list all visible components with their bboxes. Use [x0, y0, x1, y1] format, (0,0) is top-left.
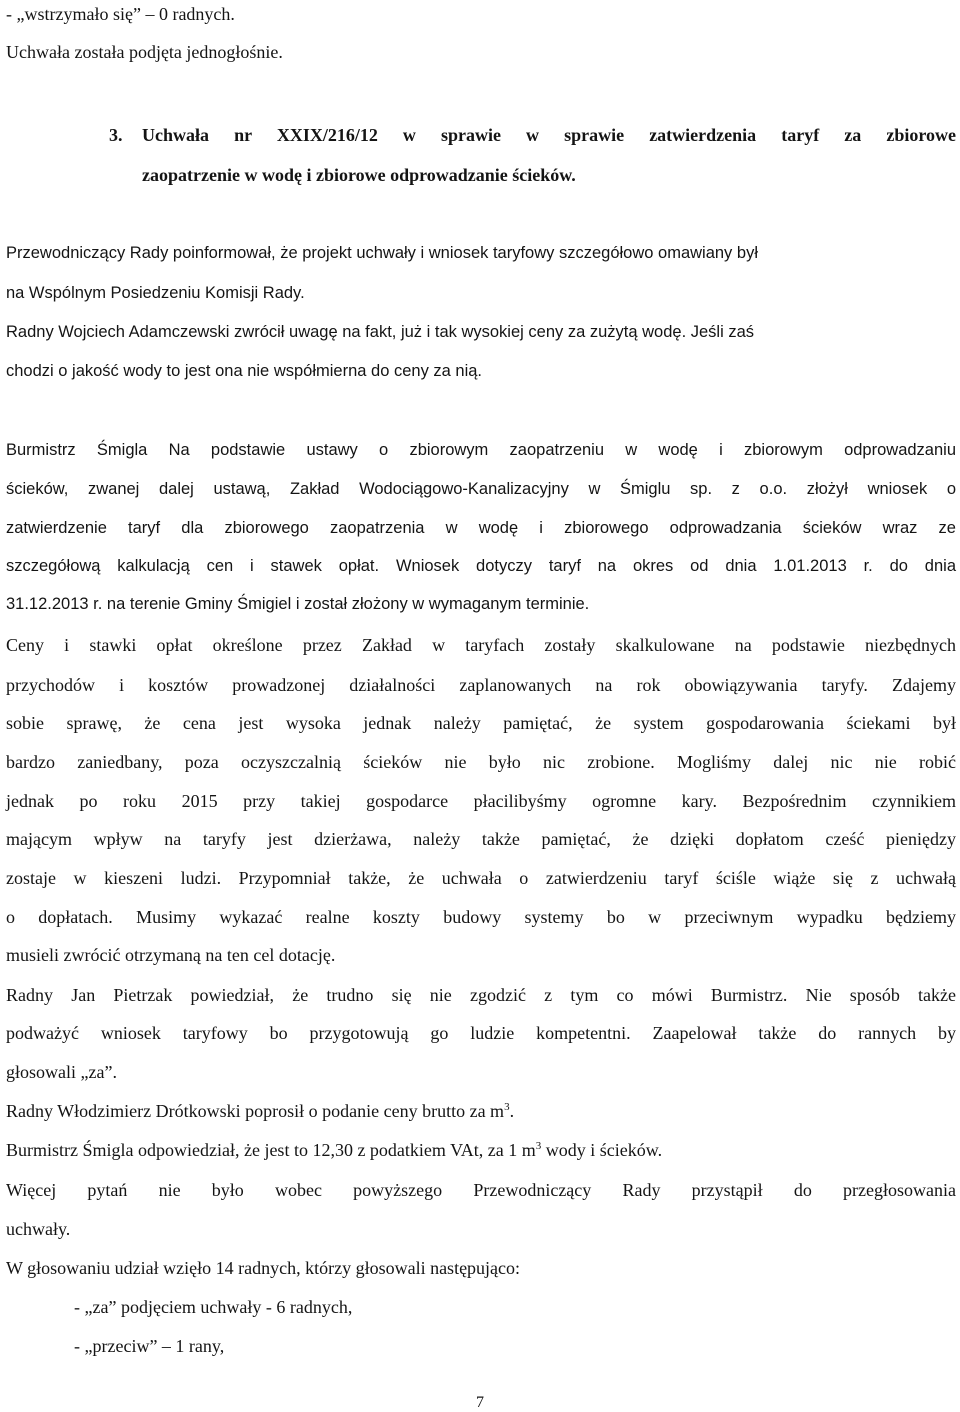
- chairman-line-1: Przewodniczący Rady poinformował, że projekt uchwały i wniosek taryfowy szczegółowo omawiany był: [6, 244, 758, 262]
- mayor-answer-text: Burmistrz Śmigla odpowiedział, że jest to 12,30 z podatkiem VAt, za 1 m: [6, 1140, 536, 1160]
- mayor-line-5: 31.12.2013 r. na terenie Gminy Śmigiel i został złożony w wymaganym terminie.: [6, 595, 590, 613]
- mayor-line-3: zatwierdzenie taryf dla zbiorowego zaopatrzenia w wodę i zbiorowego odprowadzania ścieków wraz ze: [6, 519, 956, 537]
- resolution-adopted-line: Uchwała została podjęta jednogłośnie.: [6, 42, 283, 62]
- prices-line-8: o dopłatach. Musimy wykazać realne koszty budowy systemy bo w przeciwnym wypadku będziemy: [6, 907, 956, 927]
- prices-line-2: przychodów i kosztów prowadzonej działalności zaplanowanych na rok obowiązywania taryfy. Zdajemy: [6, 675, 956, 695]
- voting-intro-line: W głosowaniu udział wzięło 14 radnych, którzy głosowali następująco:: [6, 1258, 521, 1278]
- mayor-answer-end: wody i ścieków.: [541, 1140, 663, 1160]
- item-title-line-2: zaopatrzenie w wodę i zbiorowe odprowadzanie ścieków.: [142, 165, 576, 185]
- prices-line-5: jednak po roku 2015 przy takiej gospodarce płacilibyśmy ogromne kary. Bezpośrednim czynnikiem: [6, 791, 956, 811]
- questions-line-1: Więcej pytań nie było wobec powyższego Przewodniczący Rady przystąpił do przegłosowania: [6, 1180, 956, 1200]
- mayor-answer-superscript: 3: [535, 1140, 542, 1152]
- vote-abstain-line: - „wstrzymało się” – 0 radnych.: [6, 4, 235, 24]
- item-number: 3.: [109, 125, 123, 145]
- pietrzak-line-2: podważyć wniosek taryfowy bo przygotowują go ludzie kompetentni. Zaapelował także do rannych by: [6, 1023, 956, 1043]
- mayor-line-4: szczegółową kalkulacją cen i stawek opłat. Wniosek dotyczy taryf na okres od dnia 1.01.2013 r. do dnia: [6, 557, 956, 575]
- prices-line-7: zostaje w kieszeni ludzi. Przypomniał także, że uchwała o zatwierdzeniu taryf ściśle wiąże się z uchwałą: [6, 868, 956, 888]
- adamczewski-line-1: Radny Wojciech Adamczewski zwrócił uwagę na fakt, już i tak wysokiej ceny za zużytą wodę. Jeśli zaś: [6, 323, 755, 341]
- pietrzak-line-1: Radny Jan Pietrzak powiedział, że trudno się nie zgodzić z tym co mówi Burmistrz. Nie sposób także: [6, 985, 956, 1005]
- mayor-line-2: ścieków, zwanej dalej ustawą, Zakład Wodociągowo-Kanalizacyjny w Śmiglu sp. z o.o. złożył wniosek o: [6, 480, 956, 498]
- mayor-line-1: Burmistrz Śmigla Na podstawie ustawy o zbiorowym zaopatrzeniu w wodę i zbiorowym odprowadzaniu: [6, 441, 956, 459]
- adamczewski-line-2: chodzi o jakość wody to jest ona nie współmierna do ceny za nią.: [6, 362, 483, 380]
- document-page: [6, 0, 956, 1412]
- drotkowski-line: [6, 1102, 514, 1120]
- page-number: 7: [476, 1394, 484, 1411]
- prices-line-3: sobie sprawę, że cena jest wysoka jednak należy pamiętać, że system gospodarowania ściekami był: [6, 713, 956, 733]
- questions-line-2: uchwały.: [6, 1219, 71, 1239]
- prices-line-9: musieli zwrócić otrzymaną na ten cel dotację.: [6, 945, 336, 965]
- chairman-line-2: na Wspólnym Posiedzeniu Komisji Rady.: [6, 284, 305, 302]
- prices-line-4: bardzo zaniedbany, poza oczyszczalnią ścieków nie było nic zrobione. Mogliśmy dalej nic nie robić: [6, 752, 956, 772]
- prices-line-6: mającym wpływ na taryfy jest dzierżawa, należy także pamiętać, że dzięki dopłatom cześć pieniędzy: [6, 829, 956, 849]
- drotkowski-end: .: [509, 1101, 515, 1121]
- drotkowski-superscript: 3: [504, 1101, 510, 1113]
- drotkowski-text: Radny Włodzimierz Drótkowski poprosił o podanie ceny brutto za m: [6, 1101, 505, 1121]
- item-title-line-1: Uchwała nr XXIX/216/12 w sprawie w sprawie zatwierdzenia taryf za zbiorowe: [142, 125, 956, 145]
- vote-against-line: - „przeciw” – 1 rany,: [74, 1336, 225, 1356]
- mayor-answer-line: [6, 1141, 662, 1159]
- vote-for-line: - „za” podjęciem uchwały - 6 radnych,: [74, 1297, 353, 1317]
- pietrzak-line-3: głosowali „za”.: [6, 1062, 117, 1082]
- prices-line-1: Ceny i stawki opłat określone przez Zakład w taryfach zostały skalkulowane na podstawie niezbędnych: [6, 635, 956, 655]
